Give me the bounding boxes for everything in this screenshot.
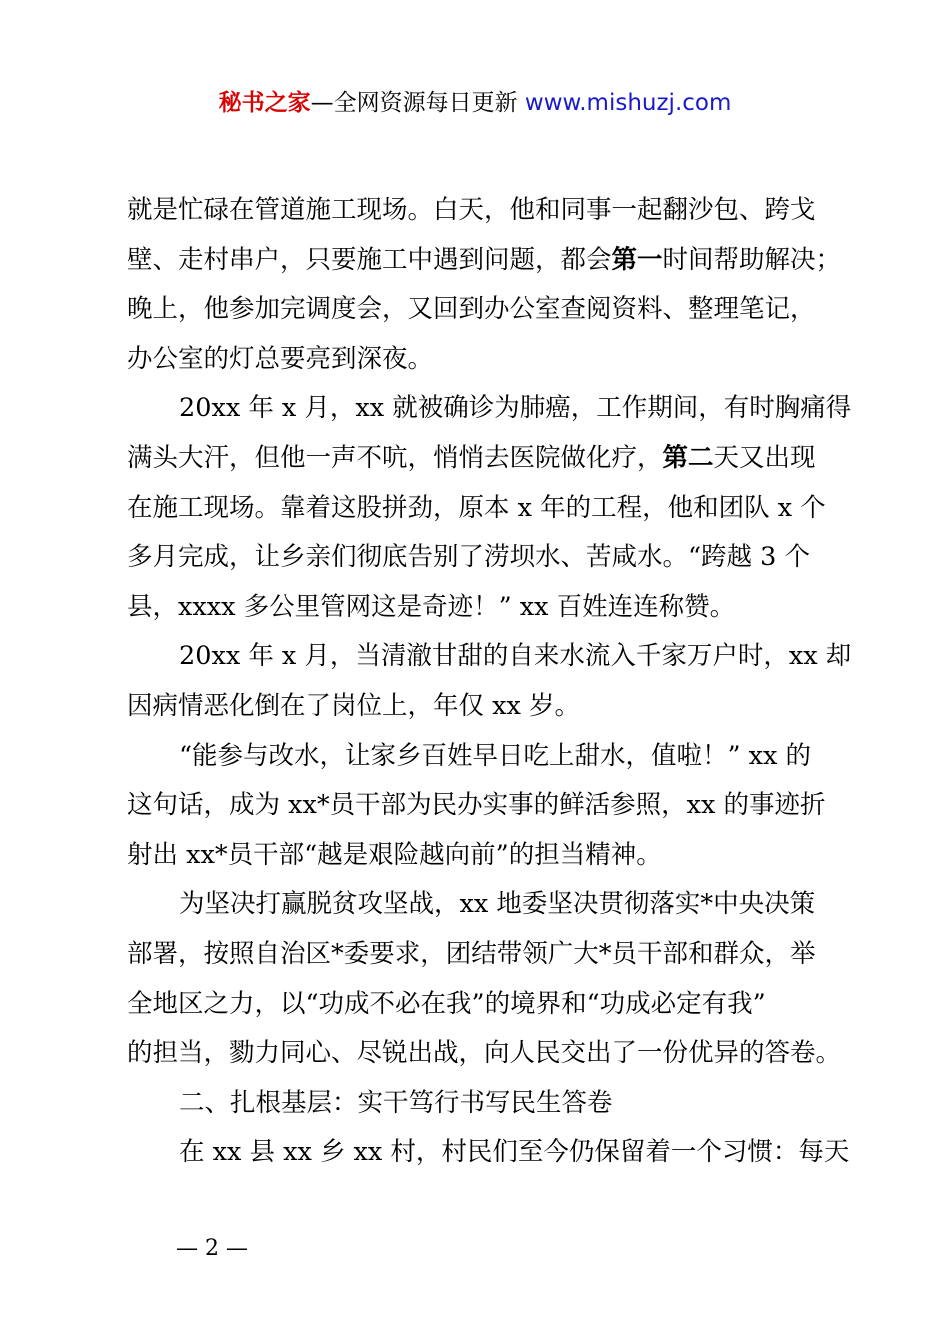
text-line (127, 335, 847, 385)
brand-name: 秘书之家 (218, 90, 311, 116)
text-line (127, 434, 847, 484)
text-line (127, 831, 847, 881)
text-segment: 多月完成，让乡亲们彻底告别了涝坝水、苦咸水。“跨越 3 个 (127, 542, 810, 573)
text-line (127, 732, 847, 782)
text-segment: 20xx 年 x 月，当清澈甘甜的自来水流入千家万户时，xx 却 (179, 641, 852, 672)
document-body (127, 186, 852, 1178)
text-segment: 在施工现场。靠着这股拼劲，原本 x 年的工程，他和团队 x 个 (127, 492, 826, 523)
text-line (127, 1029, 847, 1079)
website-link[interactable]: www.mishuzj.com (524, 90, 732, 116)
text-segment: 就是忙碌在管道施工现场。白天，他和同事一起翻沙包、跨戈 (127, 195, 816, 225)
text-segment: 为坚决打赢脱贫攻坚战，xx 地委坚决贯彻落实*中央决策 (179, 889, 816, 920)
text-segment: 天又出现 (713, 442, 816, 473)
page-number: — 2 — (176, 1236, 248, 1261)
text-line (127, 533, 847, 583)
text-line (127, 1079, 847, 1129)
text-segment: 因病情恶化倒在了岗位上，年仅 xx 岁。 (127, 690, 580, 721)
text-line (127, 1128, 850, 1178)
text-line (127, 930, 847, 980)
text-segment: “能参与改水，让家乡百姓早日吃上甜水，值啦！” xx 的 (179, 740, 812, 771)
text-line (127, 632, 852, 682)
header-slogan: —全网资源每日更新 (310, 90, 525, 116)
text-line (127, 583, 847, 633)
text-segment: 办公室的灯总要亮到深夜。 (127, 343, 434, 374)
text-segment: 射出 xx*员干部“越是艰险越向前”的担当精神。 (127, 839, 662, 870)
bold-text: 第一 (611, 244, 663, 275)
text-segment: 20xx 年 x 月，xx 就被确诊为肺癌，工作期间，有时胸痛得 (179, 393, 852, 424)
text-segment: 这句话，成为 xx*员干部为民办实事的鲜活参照，xx 的事迹折 (127, 790, 826, 821)
text-segment: 县，xxxx 多公里管网这是奇迹！” xx 百姓连连称赞。 (127, 591, 736, 622)
text-line (127, 236, 847, 286)
text-line (127, 880, 847, 930)
page-header (0, 88, 950, 118)
text-line (127, 980, 847, 1030)
bold-text: 第二 (662, 442, 714, 473)
text-line (127, 285, 847, 335)
text-line (127, 781, 847, 831)
text-segment: 全地区之力，以“功成不必在我”的境界和“功成必定有我” (127, 988, 766, 1019)
text-line (127, 384, 852, 434)
text-segment: 在 xx 县 xx 乡 xx 村，村民们至今仍保留着一个习惯：每天 (179, 1137, 850, 1168)
text-segment: 部署，按照自治区*委要求，团结带领广大*员干部和群众，举 (127, 938, 816, 969)
text-line (127, 484, 847, 534)
text-segment: 晚上，他参加完调度会，又回到办公室查阅资料、整理笔记， (127, 294, 816, 325)
text-segment: 满头大汗，但他一声不吭，悄悄去医院做化疗， (127, 442, 663, 473)
text-line (127, 682, 847, 732)
text-line (127, 186, 847, 236)
text-segment: 时间帮助解决； (662, 244, 842, 275)
text-segment: 二、扎根基层：实干笃行书写民生答卷 (179, 1087, 613, 1118)
text-segment: 壁、走村串户，只要施工中遇到问题，都会 (127, 244, 612, 275)
text-segment: 的担当，勠力同心、尽锐出战，向人民交出了一份优异的答卷。 (127, 1038, 842, 1069)
